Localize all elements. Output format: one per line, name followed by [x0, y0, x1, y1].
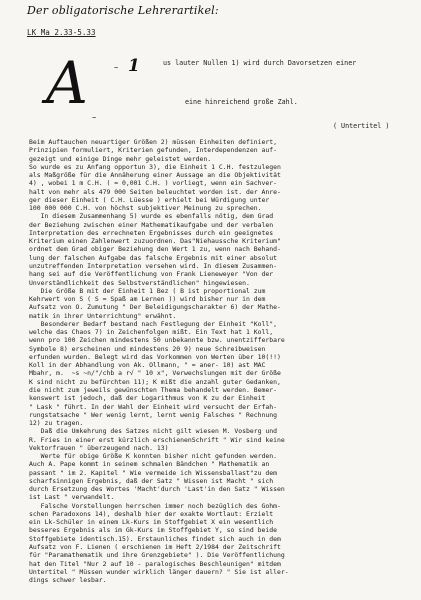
body-line: welche das Chaos 7) in Zeichenfolgen mißt. Ein Text hat 1 Koll, — [29, 328, 274, 337]
body-line: unzutreffenden Interpretation versehen wird. In diesem Zusammen- — [29, 261, 278, 270]
body-line: Beim Auftauchen neuartiger Größen 2) müssen Einheiten definiert, — [29, 138, 278, 146]
tilde-mark-icon: ~ — [92, 114, 97, 122]
body-line: R. Fries in einer erst kürzlich erschienenSchrift " Wir sind keine — [29, 435, 285, 444]
body-line: Mbahr, m. ~s ~n/"/chb a r√ " 10 x", Verwechslungen mit der Größe — [29, 369, 281, 378]
body-line: schen Paradoxons 14), deshalb hier der exakte Wortlaut: Erzielt — [29, 509, 274, 518]
body-line: wenn pro 100 Zeichen mindestens 50 unbekannte bzw. unentzifferbare — [29, 336, 285, 345]
intro-line-2: eine hinreichend große Zahl. — [185, 98, 298, 106]
body-line: 12) zu tragen. — [29, 419, 84, 428]
body-line: Untertitel " Müssen wunder wirklich länger dauern? " Sie ist aller- — [29, 567, 289, 576]
body-line: 100 000 000 C.H. von höchst subjektiver Meinung zu sprechen. — [29, 204, 262, 213]
body-line: Werte für obige Größe K konnten bisher nicht gefunden werden. — [29, 452, 278, 461]
body-line: als Maßgröße für die Annäherung einer Aussage an die Objektivität — [29, 171, 281, 180]
body-line: lung der falschen Aufgabe das falsche Ergebnis mit einer absolut — [29, 253, 278, 262]
body-line: " Lask " führt. In der Wahl der Einheit wird versucht der Erfah- — [29, 402, 278, 411]
body-line: ordnet dem Grad obiger Beziehung den Wert 1 zu, wenn nach Behand- — [29, 245, 281, 254]
body-line: Daß die Umkehrung des Satzes nicht gilt wiesen M. Vosberg und — [29, 427, 278, 436]
body-line: für "Paramathematik und ihre Grenzgebiete" ). Die Veröffentlichung — [29, 551, 285, 560]
body-line: kenswert ist jedoch, daß der Logarithmus von K zu der Einheit — [29, 394, 266, 403]
body-line: rungstatsache " Wer wenig lernt, lernt wenig Falsches " Rechnung — [29, 410, 278, 419]
body-line: Vektorfrauen " überzeugend nach. 13) — [29, 443, 169, 452]
body-line: ist Last " verwandelt. — [29, 493, 115, 502]
body-line: Symbole 8) erscheinen und mindestens 20 9) neue Schreibweisen — [29, 344, 266, 353]
body-line: Aufsatz von O. Zumutung " Der Beleidigungscharakter 6) der Mathe- — [29, 303, 281, 312]
body-line: erfunden wurden. Belegt wird das Vorkommen von Werten über 10(!!) — [29, 352, 281, 361]
body-line: dings schwer lesbar. — [29, 576, 107, 585]
intro-line-1: us lauter Nullen 1) wird durch Davorsetzen einer — [163, 59, 357, 67]
body-line: In diesem Zusammenhang 5) wurde es ebenfalls nötig, dem Grad — [29, 212, 274, 221]
intro-source: ( Untertitel ) — [333, 122, 390, 130]
article-body — [29, 138, 289, 584]
body-line: 4) , wobei 1 m C.H. ( = 0,001 C.H. ) vorliegt, wenn ein Sachver- — [29, 179, 278, 188]
body-line: K sind nicht zu befürchten 11); K mißt die anzahl guter Gedanken, — [29, 377, 281, 386]
body-line: ger dieser Einheit ( C.H. Lüesse ) erhielt bei Würdigung unter — [29, 195, 270, 204]
body-line: Interpretation des errechneten Ergebnisses durch ein geeignetes — [29, 228, 274, 237]
body-line: Prinzipien formuliert, Kriterien gefunden, Interdependenzen auf- — [29, 146, 278, 155]
body-line: durch Ersetzung des Wortes 'Macht'durch 'Last'in den Satz " Wissen — [29, 485, 285, 494]
document-reference: LK Ma 2.33-5.33 — [27, 28, 96, 37]
body-line: die nicht zum jeweils gewünschten Thema behandelt werden. Bemer- — [29, 385, 278, 394]
body-line: der Beziehung zwischen einer Mathematikaufgabe und der verbalen — [29, 220, 274, 229]
body-line: ein Lk-Schüler in einem Lk-Kurs im Stoffgebiet X ein wesentlich — [29, 518, 274, 527]
body-line: Stoffgebiete identisch.15). Erstaunliches findet sich auch in dem — [29, 534, 281, 543]
body-line: Koll in der Abhandlung von Ak. Ollmann, " = aner- 10) ast MAC — [29, 361, 266, 370]
body-line: hat den Titel "Nur 2 auf 10 - paralogisches Beschleunigen" mitdem — [29, 559, 281, 568]
body-line: Die Größe B mit der Einheit 1 Bez ( B ist proportional zum — [29, 286, 266, 295]
body-line: besseres Ergebnis als im Gk-Kurs im Stoffgebiet Y, so sind beide — [29, 526, 278, 535]
body-line: halt von mehr als 479 000 Seiten beleuchtet worden ist. der Anre- — [29, 187, 281, 196]
body-line: Falsche Vorstellungen herrschen immer noch bezüglich des Gohm- — [29, 501, 281, 510]
body-line: hang sei auf die Veröffentlichung von Frank Lieneweyer "Von der — [29, 270, 274, 279]
body-line: passant " im 2. Kapitel " Wie vermeide ich Wissensballast"zu dem — [29, 468, 278, 477]
body-line: So wurde es zu Anfang opportun 3), die Einheit 1 C.H. festzulegen — [29, 162, 281, 171]
drop-cap-initial: A — [46, 49, 88, 117]
body-line: Unverständlichkeit des Selbstverständlichen" hingewiesen. — [29, 278, 250, 287]
body-line: gezeigt und einige Dinge mehr geleistet werden. — [29, 154, 212, 163]
handwritten-title: Der obligatorische Lehrerartikel: — [27, 4, 219, 17]
title-symbol: 1 — [128, 56, 140, 76]
tilde-mark-icon: ~ — [114, 64, 119, 72]
body-line: Kehrwert von S ( S = Spaß am Lernen )) wird bisher nur in dem — [29, 295, 266, 304]
body-line: scharfsinnigen Ergebnis, daß der Satz " Wissen ist Macht " sich — [29, 476, 274, 485]
body-line: matik in ihrer Unterrichtung" erwähnt. — [29, 311, 177, 320]
body-line: Besonderer Bedarf bestand nach Festlegung der Einheit "Koll", — [29, 319, 278, 328]
body-line: Kriterium einen Zahlenwert zuzuordnen. Das"Niehaussche Kriterium" — [29, 237, 281, 246]
body-line: Aufsatz von F. Lienen ( erschienen im Heft 2/1984 der Zeitschrift — [29, 543, 281, 552]
body-line: Auch A. Pape kommt in seinem schmalen Bändchen " Mathematik an — [29, 460, 270, 469]
